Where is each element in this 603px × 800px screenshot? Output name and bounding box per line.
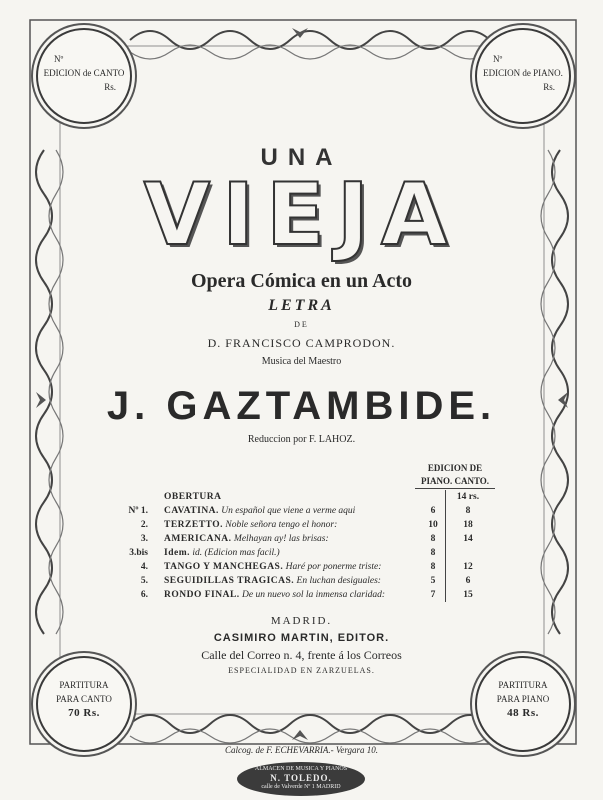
- item-number: Nº 1.: [128, 506, 148, 516]
- price-canto: 7: [430, 590, 436, 600]
- reduction-credit: Reduccion por F. LAHOZ.: [247, 434, 356, 445]
- item-title: TANGO Y MANCHEGAS.: [164, 562, 284, 572]
- item-title: TERZETTO.: [164, 520, 223, 530]
- stamp-line2: N. TOLEDO.: [270, 773, 332, 783]
- price-canto: 6: [430, 506, 436, 516]
- table-row: [112, 520, 502, 535]
- medallion-number: Nº: [54, 54, 64, 64]
- medallion-price: 70 Rs.: [68, 707, 100, 719]
- item-description: [164, 576, 456, 586]
- publisher-address: Calle del Correo n. 4, frente á los Correos: [201, 648, 402, 662]
- price-piano: 14 rs.: [456, 492, 480, 502]
- title-vieja: VIEJA: [143, 165, 460, 265]
- item-title: AMERICANA.: [164, 534, 232, 544]
- item-number: 6.: [140, 590, 148, 600]
- music-shop-stamp: [237, 762, 365, 796]
- musica-label: Musica del Maestro: [261, 356, 342, 367]
- item-title: Idem.: [164, 548, 190, 558]
- price-canto: 8: [430, 548, 436, 558]
- item-description: [164, 548, 456, 558]
- price-piano: 6: [465, 576, 471, 586]
- medallion-line1: PARTITURA: [498, 680, 548, 690]
- item-description: [164, 590, 456, 600]
- item-text: Noble señora tengo el honor:: [225, 520, 338, 530]
- publisher-specialty: ESPECIALIDAD EN ZARZUELAS.: [228, 666, 375, 675]
- item-number: 2.: [140, 520, 148, 530]
- edition-canto-medallion: [36, 28, 132, 124]
- item-title: SEGUIDILLAS TRÁGICAS.: [164, 576, 295, 586]
- item-text: Melhayan ay! las brisas:: [233, 534, 329, 544]
- item-text: De un nuevo sol la inmensa claridad:: [242, 590, 386, 600]
- de-label: DE: [294, 320, 309, 329]
- table-row: [112, 562, 502, 577]
- item-description: [164, 534, 456, 544]
- price-piano: 14: [463, 534, 473, 544]
- medallion-label: EDICION de PIANO.: [483, 68, 563, 78]
- price-canto: 8: [430, 534, 436, 544]
- item-title: CAVATINA.: [164, 506, 219, 516]
- table-row: [112, 590, 502, 605]
- engraver-credit: Calcog. de F. ECHEVARRIA.- Vergara 10.: [224, 745, 379, 755]
- table-row: [112, 534, 502, 549]
- stamp-line3: calle de Valverde Nº 1 MADRID: [261, 784, 341, 790]
- edition-piano-medallion: [475, 28, 571, 124]
- item-text: Haré por ponerme triste:: [285, 562, 382, 572]
- letra-heading: LETRA: [268, 297, 335, 314]
- medallion-label: EDICION de CANTO: [43, 68, 125, 78]
- medallion-line2: PARA CANTO: [56, 694, 112, 704]
- publisher-city: MADRID.: [270, 615, 333, 627]
- table-row: [112, 576, 502, 591]
- edition-header-line1: EDICION DE: [427, 463, 483, 473]
- edition-header: [415, 462, 495, 489]
- medallion-line1: PARTITURA: [59, 680, 109, 690]
- price-canto: 10: [428, 520, 438, 530]
- librettist: D. FRANCISCO CAMPRODON.: [207, 336, 396, 350]
- stamp-line1: ALMACEN DE MUSICA Y PIANOS: [254, 766, 348, 772]
- item-number: 3.: [140, 534, 148, 544]
- item-number: 4.: [140, 562, 148, 572]
- price-canto: 5: [430, 576, 436, 586]
- item-description: [164, 492, 456, 502]
- item-text: En luchan desiguales:: [296, 576, 381, 586]
- item-text: Un español que viene a verme aqui: [221, 506, 356, 516]
- table-row: [112, 492, 502, 507]
- item-number: 3.bis: [129, 548, 148, 558]
- item-description: [164, 562, 456, 572]
- medallion-line2: PARA PIANO: [496, 694, 550, 704]
- title-una: UNA: [260, 144, 343, 171]
- medallion-price-label: Rs.: [543, 82, 555, 92]
- publisher-name: CASIMIRO MARTIN, EDITOR.: [213, 632, 390, 644]
- medallion-price-label: Rs.: [104, 82, 116, 92]
- price-canto: 8: [430, 562, 436, 572]
- table-row: [112, 548, 502, 563]
- item-title: OBERTURA: [164, 492, 222, 502]
- item-description: [164, 520, 456, 530]
- item-number: 5.: [140, 576, 148, 586]
- table-row: [112, 506, 502, 521]
- item-text: id. (Edicion mas facil.): [192, 548, 280, 558]
- subtitle: Opera Cómica en un Acto: [190, 270, 413, 292]
- item-title: RONDÓ FINAL.: [164, 590, 240, 600]
- price-piano: 15: [463, 590, 473, 600]
- composer: J. GAZTAMBIDE.: [106, 384, 497, 428]
- price-piano: 8: [465, 506, 471, 516]
- medallion-price: 48 Rs.: [507, 707, 539, 719]
- edition-header-line2: PIANO. CANTO.: [415, 475, 495, 489]
- price-piano: 12: [463, 562, 473, 572]
- price-piano: 18: [463, 520, 473, 530]
- medallion-number: Nº: [493, 54, 503, 64]
- item-description: [164, 506, 456, 516]
